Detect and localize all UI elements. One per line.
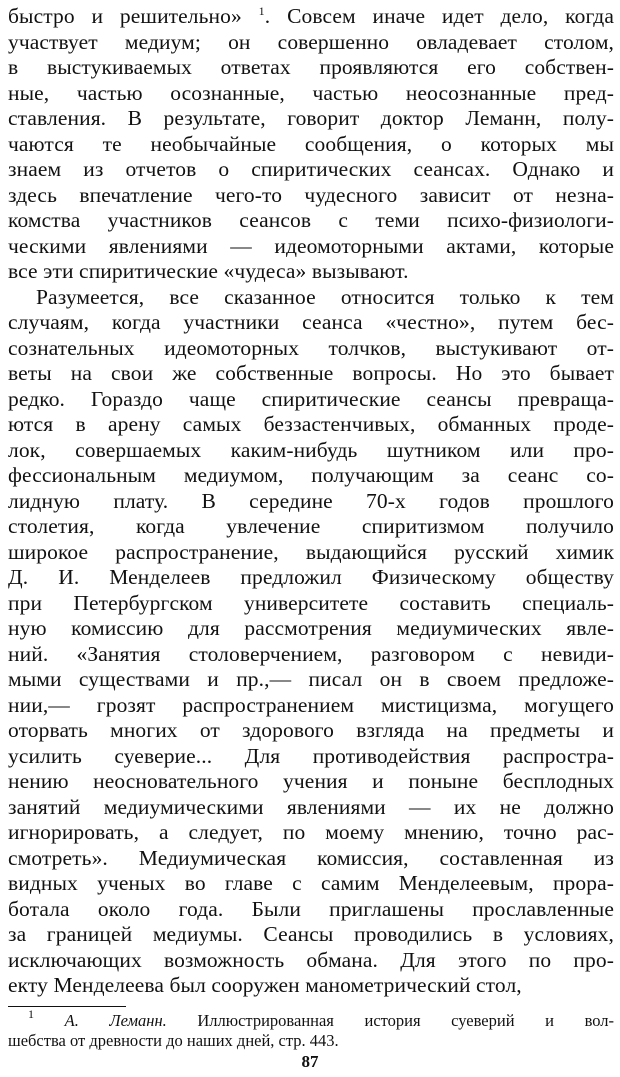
text-line: лок, совершаемых каким-нибудь шутником или про- [8, 437, 614, 462]
text-line: лидную плату. В середине 70-х годов прошлого [8, 488, 614, 513]
text-line: нии,— грозят распространением мистицизма, могущего [8, 692, 614, 717]
text-line: столетия, когда увлечение спиритизмом получило [8, 514, 614, 538]
text-line-part: быстро и решительно» [8, 4, 259, 28]
text-line: все эти спиритические «чудеса» вызывают. [8, 259, 409, 283]
text-line: ботала около года. Были приглашены прославленные [8, 896, 614, 921]
text-line: ставления. В результате, говорит доктор Леманн, полу- [8, 106, 614, 130]
text-line: оторвать многих от здорового взгляда на предметы и [8, 718, 614, 742]
text-line: при Петербургском университете составить специаль- [8, 590, 614, 615]
text-line: смотреть». Медиумическая комиссия, составленная из [8, 845, 614, 870]
text-line: чаются те необычайные сообщения, о которых мы [8, 131, 614, 156]
body-text [8, 4, 614, 999]
text-line: игнорировать, а следует, по моему мнению, точно рас- [8, 820, 614, 844]
footnote-line: шебства от древности до наших дней, стр. 443. [8, 1031, 339, 1050]
footnote-author: А. Леманн. [64, 1011, 167, 1030]
text-line: екту Менделеева был сооружен манометрический стол, [8, 973, 522, 997]
text-line: знаем из отчетов о спиритических сеансах. Однако и [8, 157, 614, 181]
page-number: 87 [301, 1052, 319, 1071]
text-line: видных ученых во главе с самим Менделеевым, прора- [8, 871, 614, 895]
text-line: занятий медиумическими явлениями — их не должно [8, 794, 614, 819]
text-line: комства участников сеансов с теми психо-физиологи- [8, 208, 614, 232]
text-line [8, 4, 614, 30]
text-line: ческими явлениями — идеомоторными актами, которые [8, 233, 614, 258]
text-line: в выстукиваемых ответах проявляются его собствен- [8, 55, 614, 79]
text-line: ную комиссию для рассмотрения медиумических явле- [8, 616, 614, 640]
text-line: широкое распространение, выдающийся русский химик [8, 539, 614, 564]
text-line: случаям, когда участники сеанса «честно», путем бес- [8, 310, 614, 334]
footnote-text: Иллюстрированная история суеверий и вол- [197, 1011, 615, 1030]
text-line: сознательных идеомоторных толчков, выстукивают от- [8, 335, 614, 360]
text-line: веты на свои же собственные вопросы. Но это бывает [8, 361, 614, 385]
footnote-line [8, 1007, 615, 1031]
text-line-part: . Совсем иначе идет дело, когда [264, 4, 614, 28]
footnote-divider [8, 1006, 126, 1007]
text-line: здесь впечатление чего-то чудесного зависит от незна- [8, 182, 614, 207]
text-line: усилить суеверие... Для противодействия распростра- [8, 743, 614, 768]
text-line: редко. Гораздо чаще спиритические сеансы превраща- [8, 386, 614, 411]
footnote-reference: 1 [258, 4, 265, 18]
text-line: ются в арену самых беззастенчивых, обманных проде- [8, 412, 614, 436]
footnote-number: 1 [28, 1007, 34, 1021]
text-line: ные, частью осознанные, частью неосознанные пред- [8, 80, 614, 105]
text-line: мыми существами и пр.,— писал он в своем предложе- [8, 667, 614, 691]
text-line: ний. «Занятия столоверчением, разговором с невиди- [8, 641, 614, 666]
text-line: за границей медиумы. Сеансы проводились в условиях, [8, 922, 614, 946]
text-line: фессиональным медиумом, получающим за сеанс со- [8, 463, 614, 487]
footnote [8, 1007, 615, 1051]
text-line: нению неосновательного учения и поныне бесплодных [8, 769, 614, 793]
text-line: Разумеется, все сказанное относится только к тем [36, 284, 614, 309]
text-line: участвует медиум; он совершенно овладевает столом, [8, 29, 614, 54]
text-line: Д. И. Менделеев предложил Физическому обществу [8, 565, 614, 589]
text-line: исключающих возможность обмана. Для этого по про- [8, 947, 614, 972]
